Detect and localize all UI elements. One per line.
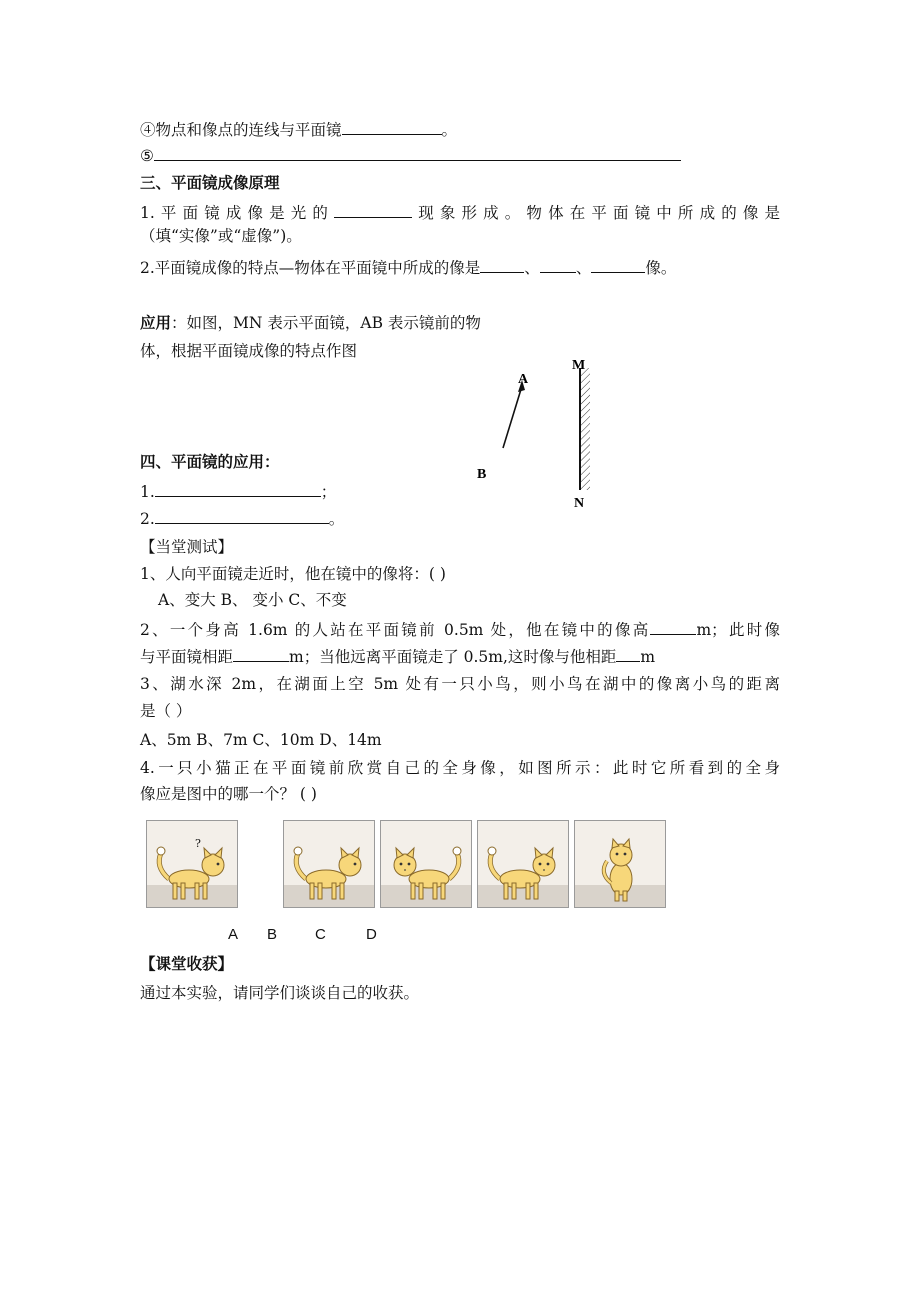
object-ab-line xyxy=(503,386,522,448)
blank[interactable] xyxy=(342,118,442,135)
test-q2-cont: 与平面镜相距 m；当他远离平面镜走了 0.5m,这时像与他相距 m xyxy=(140,645,655,668)
section-3-q1-cont: （填“实像”或“虚像”)。 xyxy=(140,227,302,245)
harvest-text: 通过本实验，请同学们谈谈自己的收获。 xyxy=(140,984,420,1002)
test-q4-cont: 像应是图中的哪一个？ ( ) xyxy=(140,785,317,803)
test-q3-cont: 是（ ） xyxy=(140,702,192,720)
blank[interactable] xyxy=(155,507,329,524)
cat-icon xyxy=(478,821,568,907)
blank[interactable] xyxy=(155,480,321,497)
test-q4: 4.一只小猫正在平面镜前欣赏自己的全身像，如图所示：此时它所看到的全身 xyxy=(140,759,780,777)
answer-label-d: D xyxy=(366,926,377,943)
cat-panel-d[interactable] xyxy=(574,820,666,908)
test-q1: 1、人向平面镜走近时，他在镜中的像将：( ) xyxy=(140,565,446,583)
section-4-item-2: 2. 。 xyxy=(140,507,344,530)
item-5: ⑤ xyxy=(140,144,681,167)
blank[interactable] xyxy=(650,618,696,635)
test-q3: 3、湖水深 2m，在湖面上空 5m 处有一只小鸟，则小鸟在湖中的像离小鸟的距离 xyxy=(140,675,780,693)
section-3-q1: 1.平面镜成像是光的 现象形成。物体在平面镜中所成的像是 xyxy=(140,201,780,224)
test-q2: 2、一个身高 1.6m 的人站在平面镜前 0.5m 处，他在镜中的像高 m；此时像 xyxy=(140,618,780,641)
blank[interactable] xyxy=(154,144,681,161)
blank[interactable] xyxy=(616,645,640,662)
section-3-q2: 2.平面镜成像的特点—物体在平面镜中所成的像是 、 、 像。 xyxy=(140,256,676,279)
test-q3-options: A、5m B、7m C、10m D、14m xyxy=(140,731,382,749)
section-4-item-1: 1. ； xyxy=(140,480,336,503)
answer-label-a: A xyxy=(228,926,239,943)
item-4: ④物点和像点的连线与平面镜 。 xyxy=(140,118,457,141)
cat-icon xyxy=(381,821,471,907)
cat-icon xyxy=(147,821,237,907)
mirror-diagram xyxy=(470,352,610,517)
blank[interactable] xyxy=(334,201,412,218)
test-heading: 【当堂测试】 xyxy=(140,538,234,556)
blank[interactable] xyxy=(591,256,645,273)
test-q1-options: A、变大 B、 变小 C、不变 xyxy=(158,591,347,609)
cat-panel-original xyxy=(146,820,238,908)
section-3-title: 三、平面镜成像原理 xyxy=(140,173,280,192)
label-m: M xyxy=(572,358,586,373)
application-line-1: 应用：如图，MN 表示平面镜，AB 表示镜前的物 xyxy=(140,313,481,332)
cat-panel-b[interactable] xyxy=(380,820,472,908)
application-line-2: 体，根据平面镜成像的特点作图 xyxy=(140,342,358,360)
label-n: N xyxy=(574,496,585,511)
cat-panel-a[interactable] xyxy=(283,820,375,908)
section-4-title: 四、平面镜的应用： xyxy=(140,452,280,471)
label-b: B xyxy=(477,467,487,482)
cat-icon xyxy=(575,821,665,907)
question-mark: ? xyxy=(195,837,201,850)
blank[interactable] xyxy=(540,256,576,273)
blank[interactable] xyxy=(233,645,289,662)
label-a: A xyxy=(518,372,529,387)
cat-panel-c[interactable] xyxy=(477,820,569,908)
answer-label-c: C xyxy=(315,926,326,943)
mirror-hatching xyxy=(581,368,590,490)
cat-icon xyxy=(284,821,374,907)
harvest-heading: 【课堂收获】 xyxy=(140,954,234,973)
blank[interactable] xyxy=(480,256,524,273)
answer-label-b: B xyxy=(267,926,278,943)
